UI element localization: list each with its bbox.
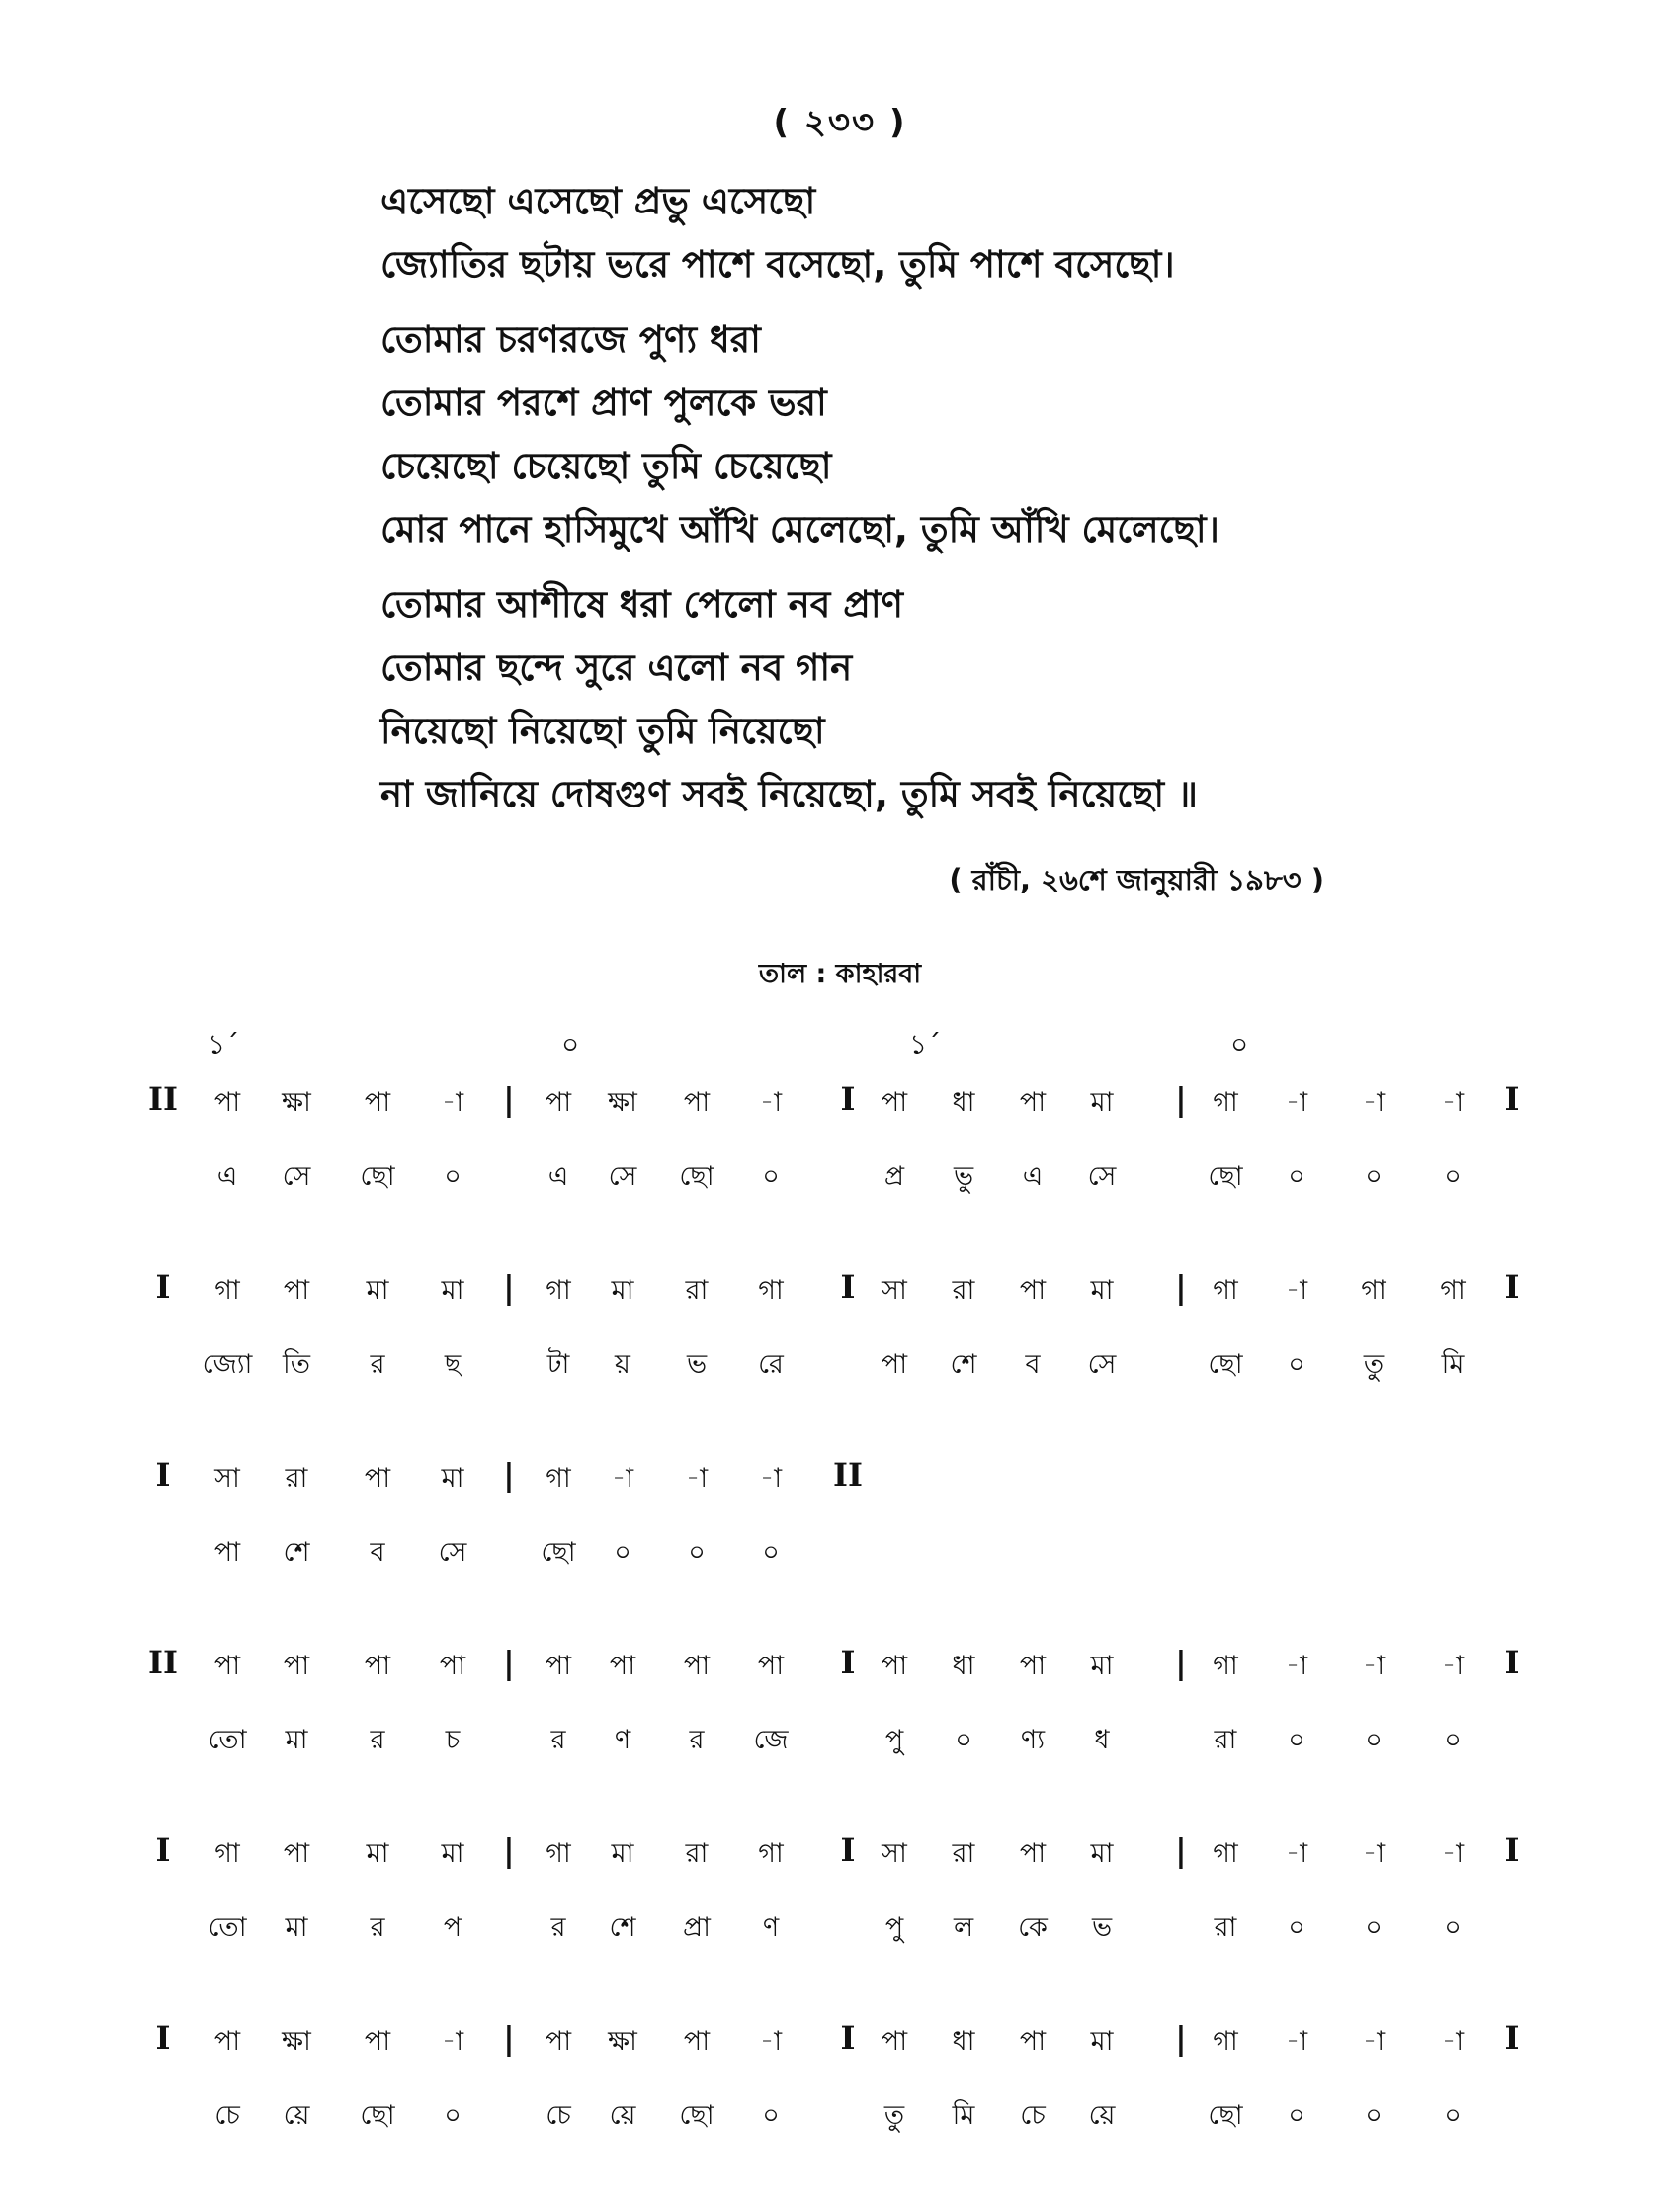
notation-row [0,1646,1680,1720]
note: -া [1362,2026,1386,2057]
note: পা [881,1087,908,1118]
syllable: তো [208,1725,247,1755]
note: পা [283,1651,310,1681]
note: পা [364,1463,391,1493]
lyric-line: নিয়েছো নিয়েছো তুমি নিয়েছো [380,710,825,752]
note: পা [364,1651,391,1681]
syllable: তি [283,1349,310,1380]
notation-lyric-row [0,1344,1680,1418]
syllable: ণ [762,1912,780,1943]
syllable: তু [883,2100,905,2131]
note: পা [609,1651,636,1681]
note: গা [1440,1275,1466,1306]
syllable: ছো [679,2100,714,2131]
note: -া [441,2026,464,2057]
row-close-marker: I [1504,1268,1520,1306]
syllable: ০ [762,1537,780,1568]
notation-lyric-row [0,1156,1680,1231]
syllable: মি [952,2100,975,2131]
note: গা [1213,1651,1238,1681]
note: -া [1285,1275,1308,1306]
notation-lyric-row [0,1720,1680,1794]
note: পা [545,2026,572,2057]
syllable: ০ [1365,2100,1383,2131]
lyric-line: না জানিয়ে দোষগুণ সবই নিয়েছো, তুমি সবই নিয়েছো ॥ [380,773,1198,815]
note: মা [441,1463,464,1493]
note: মা [1090,2026,1114,2057]
row-close-marker: I [1504,1831,1520,1869]
syllable: ভ [1091,1912,1113,1943]
syllable: র [370,1912,385,1943]
note: সা [214,1463,240,1493]
syllable: ণ [614,1725,631,1755]
syllable: ০ [1444,1912,1462,1943]
syllable: ছো [541,1537,576,1568]
syllable: টা [546,1349,570,1380]
syllable: রা [1214,1725,1237,1755]
note: গা [1361,1275,1386,1306]
beat-marker: ১´ [208,1028,240,1061]
note: পা [683,2026,711,2057]
bar-line: | [1175,2019,1187,2057]
note: মা [441,1275,464,1306]
syllable: এ [1022,1161,1044,1192]
note: -া [759,1087,783,1118]
note: মা [366,1275,389,1306]
bar-line: | [503,1456,515,1493]
syllable: ০ [444,1161,462,1192]
note: -া [1362,1651,1386,1681]
syllable: ০ [1444,2100,1462,2131]
note: পা [683,1651,711,1681]
note: পা [545,1087,572,1118]
syllable: সে [438,1537,467,1568]
syllable: র [689,1725,705,1755]
row-open-marker: II [148,1080,178,1118]
note: পা [1019,1275,1047,1306]
notation-lyric-row [0,2095,1680,2169]
syllable: চ [445,1725,461,1755]
syllable: চে [214,2100,240,2131]
note: পা [1019,1651,1047,1681]
beat-marker: ০ [1230,1028,1249,1061]
note: মা [1090,1087,1114,1118]
note: মা [366,1838,389,1869]
syllable: প্রা [683,1912,711,1943]
lyric-line: চেয়েছো চেয়েছো তুমি চেয়েছো [380,445,832,487]
syllable: শে [950,1349,977,1380]
note: পা [213,2026,241,2057]
syllable: সে [1087,1161,1117,1192]
note: পা [881,1651,908,1681]
syllable: তু [1363,1349,1385,1380]
page-number: ( ২৩৩ ) [773,103,907,142]
notation-row [0,1270,1680,1344]
syllable: ০ [1288,1161,1305,1192]
syllable: ০ [1288,1725,1305,1755]
note: পা [439,1651,466,1681]
notation-row [0,1082,1680,1156]
syllable: মা [285,1912,308,1943]
note: পা [364,1087,391,1118]
taal-label: তাল : কাহারবা [758,959,922,989]
note: গা [214,1275,240,1306]
syllable: ছো [360,2100,395,2131]
note: পা [683,1087,711,1118]
note: ধা [952,1651,975,1681]
syllable: চে [1020,2100,1046,2131]
half-marker: I [840,2019,856,2057]
note: -া [1441,1651,1465,1681]
bar-line: | [503,1831,515,1869]
note: ধা [952,1087,975,1118]
notation-row [0,1833,1680,1908]
note: পা [545,1651,572,1681]
syllable: পা [881,1349,908,1380]
lyric-line: তোমার আশীষে ধরা পেলো নব প্রাণ [380,583,903,626]
syllable: ০ [1288,2100,1305,2131]
note: গা [1213,2026,1238,2057]
note: -া [1285,2026,1308,2057]
syllable: ণ্য [1020,1725,1046,1755]
bar-line: | [503,1644,515,1681]
note: পা [1019,1087,1047,1118]
syllable: কে [1018,1912,1048,1943]
note: রা [952,1275,975,1306]
syllable: সে [1087,1349,1117,1380]
syllable: পু [884,1912,904,1943]
note: মা [1090,1651,1114,1681]
syllable: র [370,1349,385,1380]
note: গা [214,1838,240,1869]
note: গা [1213,1087,1238,1118]
syllable: ব [370,1537,385,1568]
note: ক্ষা [608,1087,637,1118]
note: পা [213,1651,241,1681]
syllable: ছো [360,1161,395,1192]
syllable: ছো [1208,1161,1243,1192]
note: ক্ষা [608,2026,637,2057]
syllable: চে [546,2100,571,2131]
syllable: ভু [953,1161,974,1192]
half-marker: I [840,1831,856,1869]
note: -া [1441,2026,1465,2057]
syllable: প্র [883,1161,905,1192]
note: পা [1019,2026,1047,2057]
bar-line: | [1175,1644,1187,1681]
bar-line: | [503,1080,515,1118]
syllable: শে [609,1912,636,1943]
syllable: ছো [679,1161,714,1192]
note: পা [283,1275,310,1306]
lyric-line: মোর পানে হাসিমুখে আঁখি মেলেছো, তুমি আঁখি মেলেছো। [380,508,1219,551]
note: -া [1362,1087,1386,1118]
note: মা [1090,1275,1114,1306]
stanza-3 [380,573,1517,826]
note: সা [882,1275,907,1306]
note: ধা [952,2026,975,2057]
syllable: ভ [686,1349,708,1380]
syllable: ০ [1365,1161,1383,1192]
syllable: র [370,1725,385,1755]
notation-row [0,2021,1680,2095]
syllable: এ [547,1161,569,1192]
notation-rows [0,1082,1680,2209]
note: রা [952,1838,975,1869]
syllable: য়ে [609,2100,636,2131]
lyrics-block [380,170,1517,838]
note: রা [685,1275,709,1306]
syllable: য় [615,1349,630,1380]
notation-lyric-row [0,1532,1680,1606]
row-close-marker: I [1504,2019,1520,2057]
note: মা [611,1275,634,1306]
syllable: য়ে [283,2100,310,2131]
syllable: ০ [762,2100,780,2131]
half-marker: I [840,1268,856,1306]
syllable: সে [282,1161,311,1192]
bar-line: | [1175,1831,1187,1869]
syllable: ০ [688,1537,706,1568]
row-open-marker: I [155,1268,171,1306]
lyric-line: জ্যোতির ছটায় ভরে পাশে বসেছো, তুমি পাশে বসেছো। [380,243,1175,286]
beat-marker: ১´ [909,1028,942,1061]
syllable: রা [1214,1912,1237,1943]
syllable: ধ [1094,1725,1110,1755]
bar-line: | [503,1268,515,1306]
half-marker: I [840,1644,856,1681]
row-open-marker: I [155,2019,171,2057]
note: রা [685,1838,709,1869]
note: -া [685,1463,709,1493]
beat-marker: ০ [561,1028,580,1061]
note: ক্ষা [282,1087,311,1118]
note: পা [757,1651,785,1681]
syllable: ছো [1208,2100,1243,2131]
lyric-line: তোমার ছন্দে সুরে এলো নব গান [380,646,853,689]
notation-row [0,1458,1680,1532]
note: -া [759,1463,783,1493]
note: পা [364,2026,391,2057]
syllable: ০ [1444,1161,1462,1192]
syllable: ০ [762,1161,780,1192]
note: -া [441,1087,464,1118]
half-marker: I [840,1080,856,1118]
note: গা [546,1463,571,1493]
syllable: ছো [1208,1349,1243,1380]
row-open-marker: I [155,1456,171,1493]
note: মা [441,1838,464,1869]
syllable: র [550,1912,566,1943]
beat-markers [0,1023,1680,1062]
note: মা [611,1838,634,1869]
syllable: প [443,1912,462,1943]
syllable: রে [758,1349,784,1380]
syllable: ০ [1444,1725,1462,1755]
note: পা [283,1838,310,1869]
lyric-line: তোমার পরশে প্রাণ পুলকে ভরা [380,382,827,424]
note: গা [1213,1275,1238,1306]
note: পা [1019,1838,1047,1869]
row-close-marker: I [1504,1080,1520,1118]
note: গা [546,1838,571,1869]
syllable: ছ [444,1349,462,1380]
syllable: ০ [1288,1349,1305,1380]
lyric-line: এসেছো এসেছো প্রভু এসেছো [380,180,816,222]
syllable: ০ [1365,1725,1383,1755]
note: -া [1285,1838,1308,1869]
note: গা [546,1275,571,1306]
syllable: এ [216,1161,238,1192]
note: -া [759,2026,783,2057]
syllable: পা [213,1537,241,1568]
syllable: তো [208,1912,247,1943]
note: গা [758,1275,784,1306]
syllable: পু [884,1725,904,1755]
row-close-marker: I [1504,1644,1520,1681]
note: -া [1441,1838,1465,1869]
syllable: ব [1025,1349,1041,1380]
syllable: ০ [1365,1912,1383,1943]
stanza-1 [380,170,1517,297]
note: -া [1362,1838,1386,1869]
note: সা [882,1838,907,1869]
note: পা [213,1087,241,1118]
note: মা [1090,1838,1114,1869]
note: পা [881,2026,908,2057]
note: গা [1213,1838,1238,1869]
note: -া [1285,1651,1308,1681]
syllable: ০ [955,1725,972,1755]
note: ক্ষা [282,2026,311,2057]
row-open-marker: II [148,1644,178,1681]
note: গা [758,1838,784,1869]
lyric-line: তোমার চরণরজে পুণ্য ধরা [380,318,761,361]
bar-line: | [503,2019,515,2057]
note: রা [285,1463,308,1493]
syllable: সে [608,1161,637,1192]
row-close-marker: II [833,1456,863,1493]
syllable: য়ে [1088,2100,1116,2131]
syllable: ল [953,1912,974,1943]
row-open-marker: I [155,1831,171,1869]
syllable: শে [283,1537,310,1568]
syllable: মি [1441,1349,1465,1380]
syllable: ০ [444,2100,462,2131]
syllable: জে [753,1725,789,1755]
syllable: ০ [614,1537,631,1568]
notation-lyric-row [0,1908,1680,1982]
stanza-2 [380,308,1517,561]
bar-line: | [1175,1268,1187,1306]
note: -া [611,1463,634,1493]
place-date: ( রাঁচী, ২৬শে জানুয়ারী ১৯৮৩ ) [949,863,1324,896]
syllable: ০ [1288,1912,1305,1943]
note: -া [1441,1087,1465,1118]
syllable: র [550,1725,566,1755]
syllable: মা [285,1725,308,1755]
bar-line: | [1175,1080,1187,1118]
note: -া [1285,1087,1308,1118]
syllable: জ্যো [202,1349,253,1380]
